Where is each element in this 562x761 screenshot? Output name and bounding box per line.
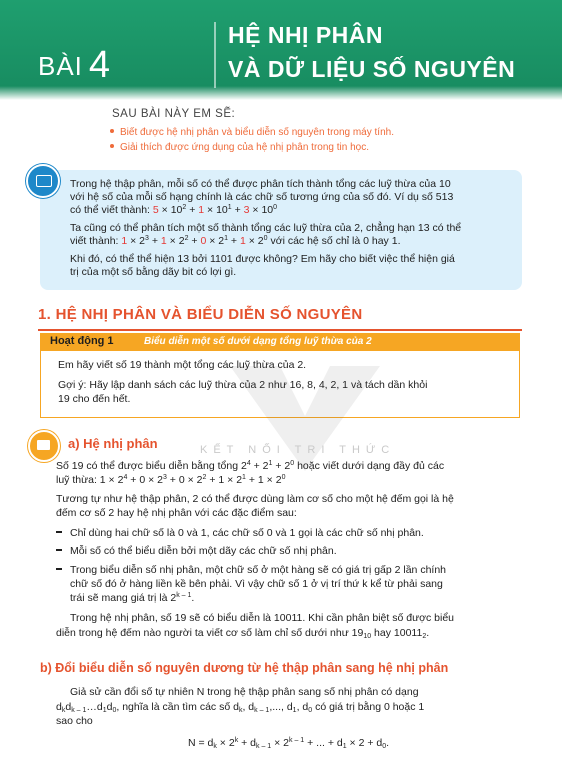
exponent: 3 [162,474,167,481]
text: N = d [188,737,214,749]
objective-text: Biết được hệ nhị phân và biểu diễn số nguyên trong máy tính. [120,127,394,138]
objective-item [110,142,369,153]
formula [188,737,389,751]
exponent: 1 [227,204,232,211]
subscript: 1 [102,707,107,714]
text: + 2 [272,460,291,472]
exponent: k – 1 [176,592,192,599]
text: viết thành: [70,235,122,247]
text: × 2 [245,235,264,247]
exponent: 4 [123,474,128,481]
body-line: sao cho [56,715,93,727]
text: + d [238,737,257,749]
digit: 1 [121,235,128,247]
exponent: k – 1 [289,737,305,744]
text: × 2 [216,737,235,749]
text: d [106,701,113,713]
section-title: 1. HỆ NHỊ PHÂN VÀ BIỂU DIỄN SỐ NGUYÊN [38,306,363,323]
text: + [231,204,244,216]
subscript: k – 1 [71,707,87,714]
lesson-title-line2: VÀ DỮ LIỆU SỐ NGUYÊN [228,56,516,82]
digit: 0 [200,235,207,247]
text: × 2 [166,235,185,247]
text: có giá trị bằng 0 hoặc 1 [312,701,425,713]
text: + 1 × 2 [245,474,282,486]
exponent: 1 [268,460,273,467]
text: Chỉ dùng hai chữ số là 0 và 1, các chữ số 0 và 1 gọi là các chữ số nhị phân. [70,527,424,539]
lesson-number: 4 [88,44,112,86]
subscript: 0 [308,707,313,714]
text: + 2 [250,460,269,472]
exponent: 1 [224,235,228,242]
intro-text: có thể viết thành: [70,204,153,216]
watermark-logo-icon [220,356,390,476]
subscript: k – 1 [254,707,270,714]
text: với các hệ số chỉ là 0 hay 1. [267,235,401,247]
text: d [56,701,62,713]
body-line [56,627,429,641]
exponent: 2 [182,204,187,211]
digit: 1 [239,235,246,247]
lesson-title-line1: HỆ NHỊ PHÂN [228,22,384,48]
exponent: 0 [263,235,268,242]
dash-icon [56,549,62,551]
lesson-label [38,44,111,87]
bullet-item [56,564,446,578]
text: + ... + d [304,737,343,749]
activity-label: Hoạt động 1 [50,335,114,347]
text: . [426,627,430,639]
subscript: k [61,707,66,714]
text: + [188,235,201,247]
text: hoặc viết dưới dạng đầy đủ các [294,460,445,472]
dash-icon [56,568,62,570]
activity-line: Em hãy viết số 19 thành một tổng các luỹ thừa của 2. [58,359,307,371]
bullet-dot-icon [110,144,114,148]
text: + 1 × 2 [206,474,243,486]
subscript: 1 [342,743,347,750]
subscript: k [238,707,243,714]
intro-line [70,235,400,249]
text: + [228,235,240,247]
body-line [56,701,424,715]
digit: 1 [198,204,205,216]
text: × 2 [127,235,146,247]
exponent: 2 [184,235,189,242]
bullet-item [56,527,424,541]
text: × 2 [206,235,225,247]
text: + 0 × 2 [166,474,203,486]
exponent: k [234,737,239,744]
text: × 2 + d [346,737,383,749]
body-line: chữ số đó ở hàng liền kề bên phải. Vì vậy chữ số 1 ở vị trí thứ k kể từ phải sang [70,578,443,590]
digit: 1 [160,235,167,247]
text: × 2 [271,737,290,749]
bullet-dot-icon [110,129,114,133]
text: Mỗi số có thể biểu diễn bởi một dãy các chữ số nhị phân. [70,545,337,557]
text: × 10 [204,204,228,216]
body-line [56,460,444,474]
body-line: đếm cơ số 2 hay hệ nhị phân với các đặc điểm sau: [56,507,297,519]
subscript: 0 [382,743,387,750]
header-divider [214,22,216,88]
text: × 10 [158,204,183,216]
bullet-item [56,545,337,559]
subscript: 1 [292,707,297,714]
activity-line: 19 cho đến hết. [58,393,131,405]
text: + [186,204,199,216]
exponent: 3 [145,235,149,242]
exponent: 2 [202,474,207,481]
text: …d [86,701,103,713]
lesson-word: BÀI [38,51,83,81]
digit: 5 [152,204,159,216]
body-line: Giả sử cần đổi số tự nhiên N trong hệ thập phân sang số nhị phân có dạng [70,686,419,698]
body-line: Tương tự như hệ thập phân, 2 có thể được dùng làm cơ số cho một hệ đếm gọi là hệ [56,493,454,505]
text: + [148,235,161,247]
text: × 10 [249,204,274,216]
activity-line: Gợi ý: Hãy lập danh sách các luỹ thừa của 2 như 16, 8, 4, 2, 1 và tách dần khỏi [58,379,428,391]
intro-line: với hệ số của mỗi số hạng chính là các chữ số tương ứng của số đó. Ví dụ số 513 [70,191,454,203]
text: Trong biểu diễn số nhị phân, một chữ số ở một hàng sẽ có giá trị gấp 2 lần chính [70,564,447,576]
text: . [386,737,390,749]
section-underline [38,329,522,331]
subscript: 0 [112,707,117,714]
text: trái sẽ mang giá trị là 2 [70,592,177,604]
intro-line: Ta cũng có thể phân tích một số thành tổng các luỹ thừa của 2, chẳng hạn 13 có thể [70,222,462,234]
objective-item [110,127,394,138]
subscript: 2 [422,633,427,640]
body-line [70,592,194,606]
exponent: 0 [281,474,286,481]
intro-line [70,204,277,218]
book-icon [28,430,60,462]
exponent: 0 [290,460,295,467]
text: ,..., d [269,701,293,713]
intro-line: trị của một số bằng dãy bit có lợi gì. [70,266,237,278]
dash-icon [56,531,62,533]
body-line: Trong hệ nhị phân, số 19 sẽ có biểu diễn là 10011. Khi cần phân biệt số được biểu [70,612,455,624]
exponent: 1 [242,474,246,481]
subscript: k [213,743,217,750]
text: diễn trong hệ đếm nào người ta viết cơ số làm chỉ số dưới như 19 [56,627,364,639]
digit: 3 [243,204,250,216]
text: + 0 × 2 [127,474,163,486]
text: , d [296,701,309,713]
text: , d [242,701,255,713]
intro-line: Trong hệ thập phân, mỗi số có thể được phân tích thành tổng các luỹ thừa của 10 [70,178,451,190]
body-line [56,474,285,488]
text: d [65,701,72,713]
subsection-title: a) Hệ nhị phân [68,436,158,451]
intro-line: Khi đó, có thể thể hiện 13 bởi 1101 được không? Em hãy cho biết việc thể hiện giá [70,253,455,265]
objectives-title: SAU BÀI NÀY EM SẼ: [112,108,236,120]
text: hay 10011 [371,627,423,639]
text: luỹ thừa: 1 × 2 [56,474,124,486]
text: Số 19 có thể được biểu diễn bằng tổng 2 [56,460,247,472]
exponent: 0 [273,204,278,211]
subsection-title: b) Đổi biểu diễn số nguyên dương từ hệ thập phân sang hệ nhị phân [40,661,449,675]
subscript: 10 [363,633,372,640]
activity-title: Biểu diễn một số dưới dạng tổng luỹ thừa của 2 [144,336,372,347]
text: . [191,592,195,604]
objective-text: Giải thích được ứng dụng của hệ nhị phân trong tin học. [120,142,369,153]
laptop-icon [26,164,60,198]
subscript: k – 1 [256,743,272,750]
exponent: 4 [246,460,251,467]
header-shade [0,86,562,100]
watermark-text: KẾT NỐI TRI THỨC [200,444,396,456]
text: , nghĩa là cần tìm các số d [116,701,239,713]
